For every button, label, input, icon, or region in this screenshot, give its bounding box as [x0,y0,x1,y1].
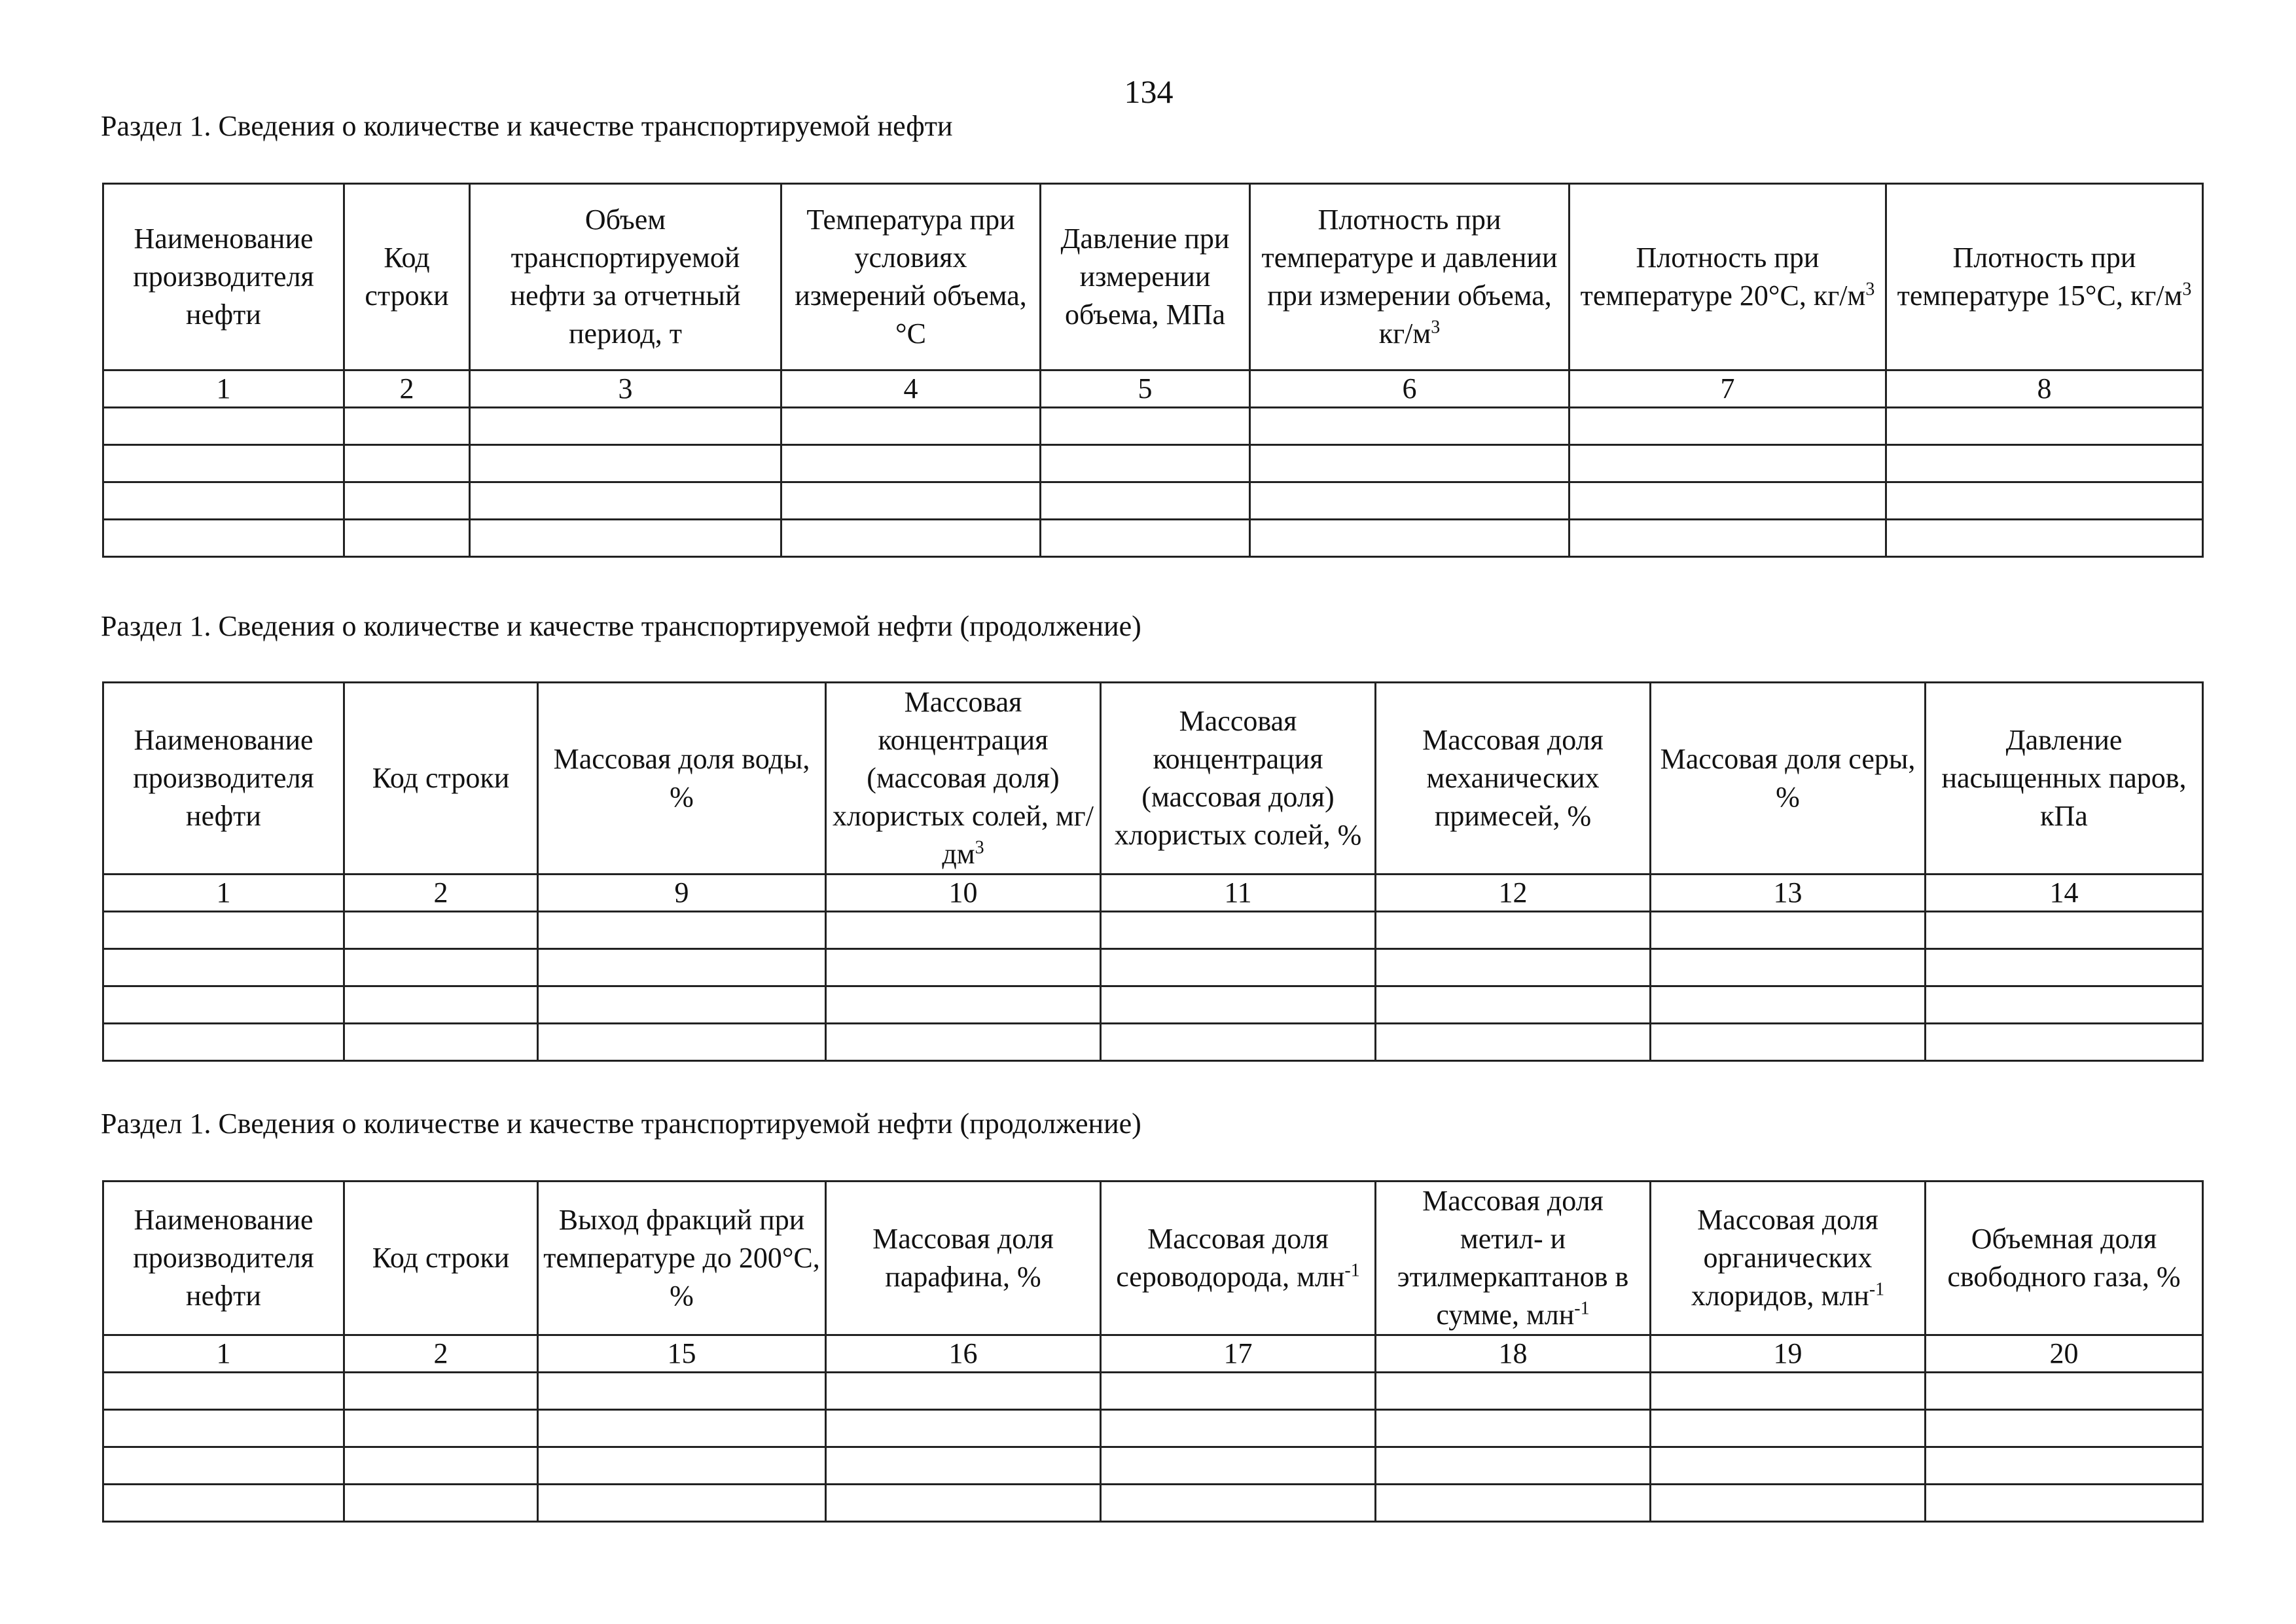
empty-cell [1651,1410,1926,1447]
empty-cell [103,1485,344,1522]
empty-cell [1376,912,1651,949]
empty-cell [1376,1485,1651,1522]
empty-cell [1101,986,1376,1024]
header-cell [1651,1182,1926,1335]
header-text: Наименование производителя нефти [133,724,314,832]
column-number-cell: 1 [103,875,344,912]
column-number-cell: 13 [1651,875,1926,912]
empty-cell [1101,1447,1376,1485]
column-number-cell: 4 [781,370,1041,408]
header-text: Массовая доля парафина, % [872,1223,1054,1293]
empty-cell [538,986,826,1024]
table-row [103,1024,2203,1061]
table-row [103,482,2203,520]
empty-cell [103,1024,344,1061]
table-row [103,1410,2203,1447]
header-text: Плотность при температуре и давлении при измерении объема, кг/м [1261,204,1558,350]
column-number-cell: 5 [1041,370,1250,408]
empty-cell [1651,1024,1926,1061]
header-cell [826,683,1101,875]
header-text: Код строки [365,242,449,312]
section-2-table [102,681,2204,1062]
empty-cell [826,1447,1101,1485]
header-text: Массовая доля метил- и этилмеркаптанов в сумме, млн [1397,1185,1629,1331]
empty-cell [344,986,538,1024]
empty-cell [1651,986,1926,1024]
empty-cell [538,1485,826,1522]
empty-cell [538,1373,826,1410]
empty-cell [1041,520,1250,557]
header-cell [1376,683,1651,875]
table-row [103,912,2203,949]
column-number-cell: 2 [344,875,538,912]
section-1-title: Раздел 1. Сведения о количестве и качестве транспортируемой нефти [101,110,953,142]
header-cell [344,184,470,370]
header-text: Наименование производителя нефти [133,223,314,331]
empty-cell [1376,949,1651,986]
header-superscript: 3 [2182,279,2192,300]
header-row [103,683,2203,875]
empty-cell [344,1410,538,1447]
column-number-cell: 19 [1651,1335,1926,1373]
empty-cell [470,408,781,445]
header-superscript: 3 [975,837,984,858]
column-number-cell: 9 [538,875,826,912]
empty-cell [1250,520,1570,557]
header-cell [103,1182,344,1335]
header-cell [1886,184,2203,370]
column-number-cell: 6 [1250,370,1570,408]
column-number-cell: 2 [344,370,470,408]
empty-cell [1250,445,1570,482]
section-1-table [102,183,2204,558]
page-number: 134 [1124,73,1174,110]
header-text: Код строки [372,762,510,794]
header-cell [538,683,826,875]
empty-cell [1886,445,2203,482]
column-number-cell: 2 [344,1335,538,1373]
empty-cell [781,520,1041,557]
header-text: Массовая концентрация (массовая доля) хлористых солей, мг/дм [833,686,1094,870]
column-number-cell: 11 [1101,875,1376,912]
empty-cell [826,1410,1101,1447]
header-cell [1651,683,1926,875]
table-row [103,1373,2203,1410]
empty-cell [1376,1410,1651,1447]
header-cell [1376,1182,1651,1335]
header-cell [103,683,344,875]
empty-cell [1101,1024,1376,1061]
header-cell [1570,184,1886,370]
table-row [103,949,2203,986]
empty-cell [1926,986,2203,1024]
empty-cell [1376,986,1651,1024]
header-superscript: 3 [1865,279,1875,300]
empty-cell [826,912,1101,949]
empty-cell [1926,912,2203,949]
header-row [103,1182,2203,1335]
header-text: Массовая доля механических примесей, % [1422,724,1604,832]
empty-cell [1376,1024,1651,1061]
column-number-cell: 16 [826,1335,1101,1373]
table-row [103,408,2203,445]
header-cell [103,184,344,370]
empty-cell [1376,1373,1651,1410]
column-number-cell: 10 [826,875,1101,912]
column-number-cell: 20 [1926,1335,2203,1373]
empty-cell [826,1024,1101,1061]
empty-cell [1926,1373,2203,1410]
header-text: Давление насыщенных паров, кПа [1941,724,2187,832]
empty-cell [1041,482,1250,520]
empty-cell [103,520,344,557]
table-row [103,1447,2203,1485]
empty-cell [103,408,344,445]
empty-cell [1376,1447,1651,1485]
header-cell [344,1182,538,1335]
column-number-row [103,1335,2203,1373]
empty-cell [470,482,781,520]
empty-cell [103,1447,344,1485]
empty-cell [1101,912,1376,949]
empty-cell [1250,482,1570,520]
empty-cell [470,445,781,482]
empty-cell [344,482,470,520]
empty-cell [538,1447,826,1485]
table-row [103,986,2203,1024]
header-superscript: 3 [1431,317,1441,338]
empty-cell [103,482,344,520]
column-number-row [103,875,2203,912]
column-number-cell: 1 [103,370,344,408]
empty-cell [826,1373,1101,1410]
header-row [103,184,2203,370]
column-number-cell: 12 [1376,875,1651,912]
empty-cell [1570,520,1886,557]
column-number-cell: 1 [103,1335,344,1373]
empty-cell [1926,1410,2203,1447]
header-cell [1926,683,2203,875]
empty-cell [1651,1447,1926,1485]
empty-cell [344,1485,538,1522]
header-superscript: -1 [1574,1298,1590,1319]
empty-cell [1926,949,2203,986]
table-row [103,520,2203,557]
empty-cell [1651,912,1926,949]
column-number-row [103,370,2203,408]
empty-cell [538,912,826,949]
empty-cell [344,1447,538,1485]
empty-cell [826,986,1101,1024]
header-text: Массовая доля серы, % [1660,743,1916,813]
empty-cell [103,949,344,986]
header-cell [344,683,538,875]
empty-cell [826,1485,1101,1522]
header-text: Наименование производителя нефти [133,1204,314,1312]
header-text: Массовая доля органических хлоридов, млн [1691,1204,1878,1312]
empty-cell [1926,1485,2203,1522]
header-cell [1101,683,1376,875]
empty-cell [1101,949,1376,986]
header-cell [470,184,781,370]
empty-cell [1886,482,2203,520]
section-2-title: Раздел 1. Сведения о количестве и качестве транспортируемой нефти (продолжение) [101,610,1141,642]
header-cell [538,1182,826,1335]
empty-cell [344,1373,538,1410]
empty-cell [1041,408,1250,445]
empty-cell [781,445,1041,482]
column-number-cell: 15 [538,1335,826,1373]
empty-cell [344,949,538,986]
empty-cell [826,949,1101,986]
empty-cell [103,912,344,949]
column-number-cell: 8 [1886,370,2203,408]
section-3-title: Раздел 1. Сведения о количестве и качестве транспортируемой нефти (продолжение) [101,1108,1141,1140]
empty-cell [1570,445,1886,482]
header-text: Массовая доля воды, % [553,743,810,813]
header-cell [1250,184,1570,370]
empty-cell [1886,520,2203,557]
empty-cell [1926,1024,2203,1061]
header-cell [781,184,1041,370]
empty-cell [1570,482,1886,520]
empty-cell [344,912,538,949]
empty-cell [1651,1485,1926,1522]
header-text: Выход фракций при температуре до 200°С, % [543,1204,820,1312]
column-number-cell: 3 [470,370,781,408]
empty-cell [781,408,1041,445]
empty-cell [1651,949,1926,986]
empty-cell [344,1024,538,1061]
header-text: Массовая доля сероводорода, млн [1116,1223,1345,1293]
empty-cell [538,1410,826,1447]
empty-cell [1101,1410,1376,1447]
column-number-cell: 18 [1376,1335,1651,1373]
header-text: Плотность при температуре 20°С, кг/м [1580,242,1866,312]
empty-cell [1926,1447,2203,1485]
header-text: Код строки [372,1242,510,1274]
table-row [103,1485,2203,1522]
column-number-cell: 17 [1101,1335,1376,1373]
empty-cell [1570,408,1886,445]
header-text: Давление при измерении объема, МПа [1060,223,1230,331]
header-text: Массовая концентрация (массовая доля) хлористых солей, % [1114,705,1362,851]
empty-cell [344,408,470,445]
header-cell [1101,1182,1376,1335]
empty-cell [103,1410,344,1447]
header-cell [826,1182,1101,1335]
empty-cell [103,1373,344,1410]
header-text: Плотность при температуре 15°С, кг/м [1897,242,2183,312]
header-superscript: -1 [1869,1279,1885,1300]
table-row [103,445,2203,482]
empty-cell [1250,408,1570,445]
header-text: Объемная доля свободного газа, % [1947,1223,2181,1293]
column-number-cell: 14 [1926,875,2203,912]
header-cell [1926,1182,2203,1335]
empty-cell [1101,1373,1376,1410]
section-3-table [102,1180,2204,1523]
empty-cell [538,1024,826,1061]
header-superscript: -1 [1344,1260,1360,1281]
empty-cell [781,482,1041,520]
empty-cell [344,445,470,482]
column-number-cell: 7 [1570,370,1886,408]
empty-cell [538,949,826,986]
empty-cell [103,986,344,1024]
header-cell [1041,184,1250,370]
empty-cell [344,520,470,557]
empty-cell [470,520,781,557]
empty-cell [1041,445,1250,482]
empty-cell [1886,408,2203,445]
empty-cell [1101,1485,1376,1522]
header-text: Температура при условиях измерений объема, °С [795,204,1027,350]
empty-cell [1651,1373,1926,1410]
header-text: Объем транспортируемой нефти за отчетный период, т [510,204,741,350]
empty-cell [103,445,344,482]
